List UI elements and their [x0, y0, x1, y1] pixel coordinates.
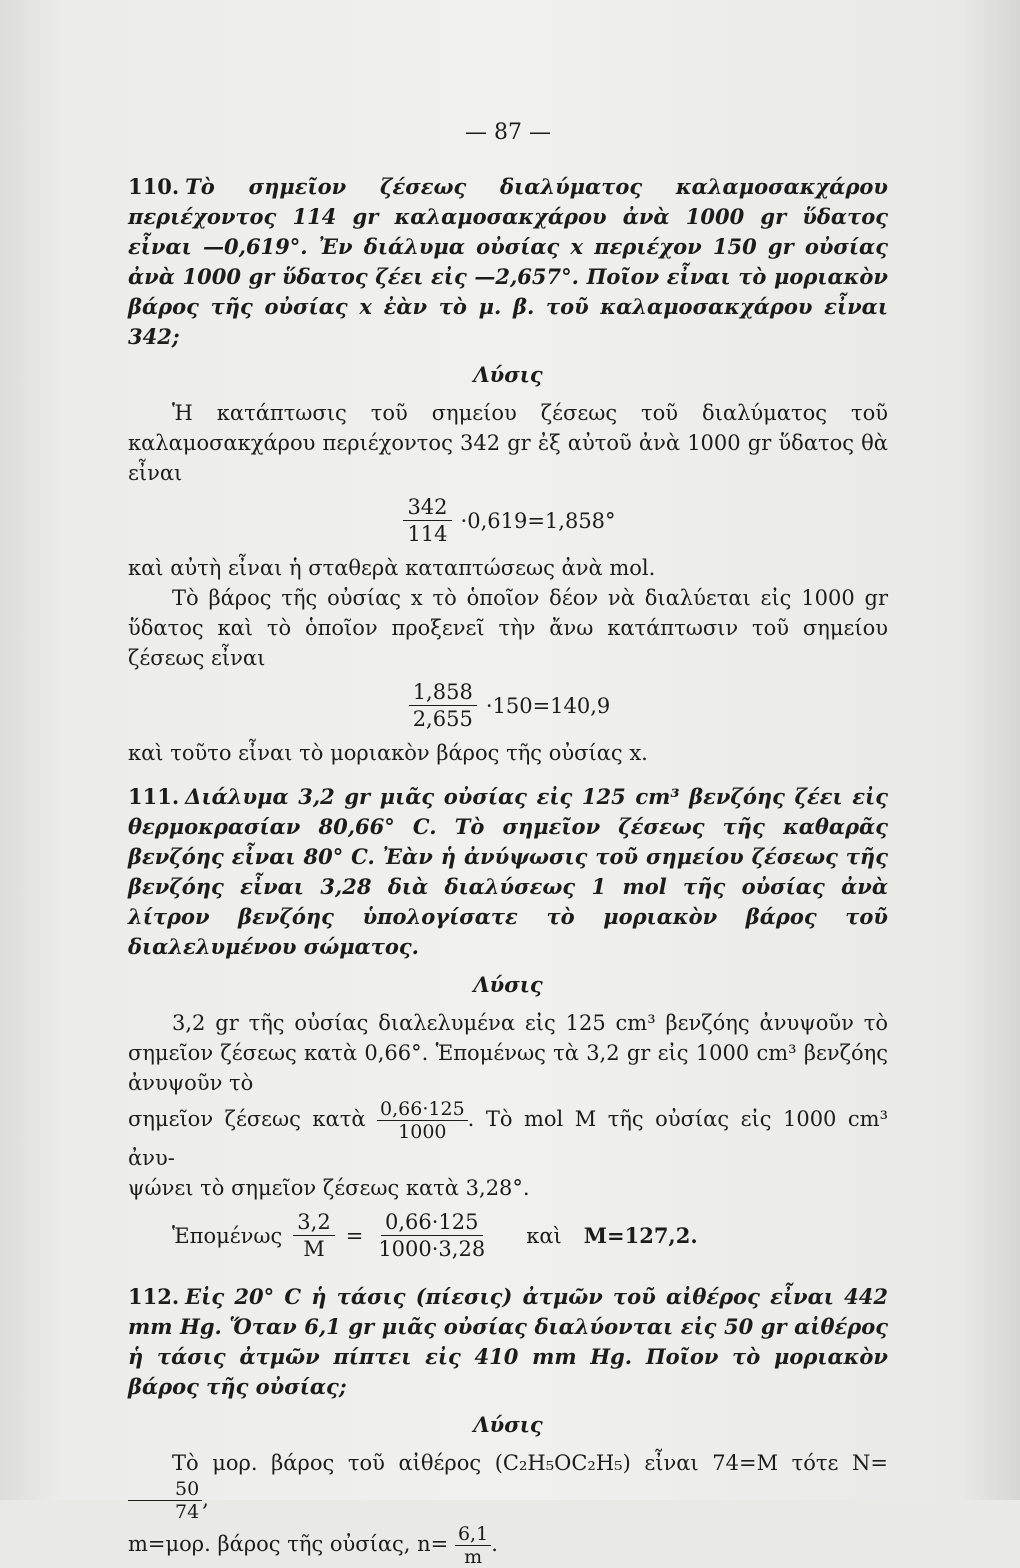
result: M=127,2. — [583, 1222, 698, 1248]
problem-statement: Τὸ σημεῖον ζέσεως διαλύματος καλαμοσακχάρου περιέχοντος 114 gr καλαμοσακχάρου ἀνὰ 1000 gr ὕδατος εἶναι —0,619°. Ἐν διάλυμα οὐσίας x περιέχον 150 gr οὐσίας ἀνὰ 1000 gr ὕδατος ζέει εἰς —2,657°. Ποῖον εἶναι τὸ μοριακὸν βάρος τῆς οὐσίας x ἐὰν τὸ μ. β. τοῦ καλαμοσακχάρου εἶναι 342; — [128, 174, 888, 349]
fraction — [377, 1098, 468, 1143]
conjunction: καὶ — [526, 1223, 562, 1248]
numerator: 1,858 — [409, 679, 477, 706]
solution-text: 3,2 gr τῆς οὐσίας διαλελυμένα εἰς 125 cm³ βενζόης ἀνυψοῦν τὸ σημεῖον ζέσεως κατὰ 0,66°. Ἑπομένως τὰ 3,2 gr εἰς 1000 cm³ βενζόης ἀνυψοῦν τὸ — [128, 1011, 888, 1095]
fraction — [293, 1209, 334, 1262]
problem-number: 110. — [128, 174, 180, 199]
fraction — [409, 679, 477, 732]
solution-text: Τὸ μορ. βάρος τοῦ αἰθέρος (C₂H₅OC₂H₅) εἶναι 74=M τότε N= $\frac{50}{74}$ , — [128, 1448, 888, 1523]
problem-111 — [128, 782, 888, 962]
denominator: M — [303, 1237, 325, 1261]
denominator: m — [464, 1546, 483, 1568]
text-segment: Τὸ μορ. βάρος τοῦ αἰθέρος (C₂H₅OC₂H₅) εἶναι 74=M τότε N= — [172, 1451, 888, 1475]
equation-label: Ἑπομένως — [172, 1223, 283, 1248]
solution-heading: Λύσις — [473, 362, 543, 387]
problem-number: 112. — [128, 1284, 180, 1309]
equals-sign: = — [345, 1223, 364, 1248]
numerator: 0,66·125 — [377, 1098, 468, 1121]
solution-heading: Λύσις — [473, 972, 543, 997]
equation — [128, 494, 888, 547]
solution-text: Ἡ κατάπτωσις τοῦ σημείου ζέσεως τοῦ διαλύματος τοῦ καλαμοσακχάρου περιέχοντος 342 gr ἐξ αὐτοῦ ἀνὰ 1000 gr ὕδατος θὰ εἶναι — [128, 401, 888, 485]
denominator: 114 — [407, 522, 448, 546]
fraction — [128, 1478, 202, 1523]
equation — [172, 1209, 888, 1262]
solution-text — [128, 1098, 888, 1173]
page-number: — 87 — — [465, 120, 551, 145]
denominator: 1000 — [398, 1121, 447, 1143]
problem-statement: Εἰς 20° C ἡ τάσις (πίεσις) ἀτμῶν τοῦ αἰθέρος εἶναι 442 mm Hg. Ὅταν 6,1 gr μιᾶς οὐσίας διαλύονται εἰς 50 gr αἰθέρος ἡ τάσις ἀτμῶν πίπτει εἰς 410 mm Hg. Ποῖον τὸ μοριακὸν βάρος τῆς οὐσίας; — [128, 1284, 888, 1399]
fraction — [403, 494, 451, 547]
denominator: 74 — [175, 1501, 200, 1523]
solution-text: m=μορ. βάρος τῆς οὐσίας, n= $\frac{6,1}{m}$ . — [128, 1523, 498, 1568]
denominator: 2,655 — [412, 707, 473, 731]
numerator: 6,1 — [455, 1523, 491, 1546]
problem-110 — [128, 172, 888, 352]
page-content — [128, 118, 888, 1568]
problem-112 — [128, 1282, 888, 1402]
denominator: 1000·3,28 — [378, 1237, 486, 1261]
solution-text: Τὸ βάρος τῆς οὐσίας x τὸ ὁποῖον δέον νὰ διαλύεται εἰς 1000 gr ὕδατος καὶ τὸ ὁποῖον προξενεῖ τὴν ἄνω κατάπτωσιν τοῦ σημείου ζέσεως εἶναι — [128, 586, 888, 670]
numerator: 3,2 — [293, 1209, 334, 1236]
numerator: 0,66·125 — [381, 1209, 483, 1236]
solution-text: ψώνει τὸ σημεῖον ζέσεως κατὰ 3,28°. — [128, 1176, 530, 1200]
numerator: 342 — [403, 494, 451, 521]
text-segment: m=μορ. βάρος τῆς οὐσίας, n= — [128, 1532, 449, 1556]
numerator: 50 — [128, 1478, 202, 1501]
fraction — [455, 1523, 491, 1568]
solution-text: καὶ τοῦτο εἶναι τὸ μοριακὸν βάρος τῆς οὐσίας x. — [128, 741, 648, 765]
solution-text: καὶ αὐτὴ εἶναι ἡ σταθερὰ καταπτώσεως ἀνὰ mol. — [128, 556, 656, 580]
equation-rest: ·150=140,9 — [485, 693, 611, 718]
text-segment: σημεῖον ζέσεως κατὰ — [128, 1107, 366, 1131]
equation-rest: ·0,619=1,858° — [460, 508, 616, 533]
problem-statement: Διάλυμα 3,2 gr μιᾶς οὐσίας εἰς 125 cm³ βενζόης ζέει εἰς θερμοκρασίαν 80,66° C. Τὸ σημεῖον ζέσεως τῆς καθαρᾶς βενζόης εἶναι 80° C. Ἐὰν ἡ ἀνύψωσις τοῦ σημείου ζέσεως τῆς βενζόης εἶναι 3,28 διὰ διαλύσεως 1 mol τῆς οὐσίας ἀνὰ λίτρον βενζόης ὑπολογίσατε τὸ μοριακὸν βάρος τοῦ διαλελυμένου σώματος. — [128, 784, 888, 959]
text-segment: . Τὸ mol M τῆς οὐσίας εἰς 1000 cm³ ἀνυ- — [128, 1107, 888, 1170]
solution-heading: Λύσις — [473, 1412, 543, 1437]
problem-number: 111. — [128, 784, 180, 809]
fraction — [374, 1209, 489, 1262]
equation — [128, 679, 888, 732]
